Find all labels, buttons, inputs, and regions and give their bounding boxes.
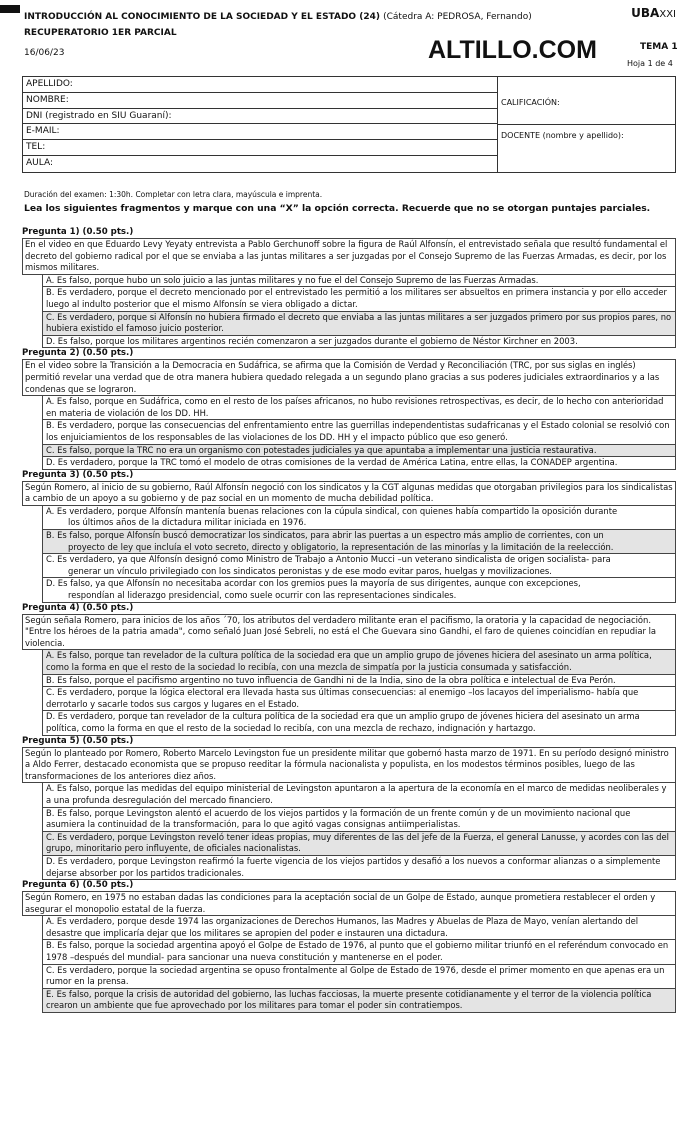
docente-label: DOCENTE (nombre y apellido): (501, 131, 624, 140)
field-email[interactable]: E-MAIL: (23, 124, 497, 140)
option-text: B. Es verdadero, porque las consecuencias del enfrentamiento entre las guerrillas independentistas sudafricanas y el Estado colonial se resolvió con los enjuiciamientos de los responsables de las violaciones de los DD. HH y el impacto público que eso generó. (46, 420, 670, 442)
course-title: INTRODUCCIÓN AL CONOCIMIENTO DE LA SOCIEDAD Y EL ESTADO (24) (Cátedra A: PEDROSA, Fernando) (24, 12, 532, 22)
field-nombre[interactable]: NOMBRE: (23, 93, 497, 109)
question-5 (22, 736, 676, 881)
question-stem: En el video en que Eduardo Levy Yeyaty entrevista a Pablo Gerchunoff sobre la figura de Raúl Alfonsín, el entrevistado señala que resultó fundamental el decreto del gobierno radical por el que se enviaba a las juntas militares a ser juzgadas por el Consejo Supremo de las Fuerzas Armadas, es decir, por los mismos militares. (22, 238, 676, 275)
answer-option[interactable] (42, 578, 676, 602)
option-text: D. Es verdadero, porque la TRC tomó el modelo de otras comisiones de la verdad de América Latina, entre ellas, la CONADEP argentina. (46, 457, 618, 468)
answer-option[interactable] (42, 420, 676, 444)
answer-option[interactable] (42, 396, 676, 420)
tema-label: TEMA 1 (640, 42, 678, 52)
answer-option[interactable] (42, 336, 676, 349)
option-text: A. Es verdadero, porque desde 1974 las organizaciones de Derechos Humanos, las Madres y Abuelas de Plaza de Mayo, venían alertando del desastre que implicaría dejar que los militares se apropien del poder e instauren una dictadura. (46, 916, 639, 938)
field-aula[interactable]: AULA: (26, 157, 53, 168)
answer-option[interactable] (42, 650, 676, 674)
option-text: A. Es falso, porque en Sudáfrica, como en el resto de los países africanos, no hubo revisiones retrospectivas, es decir, de lo hecho con anterioridad en materia de violación de los DD. HH. (46, 396, 664, 418)
option-text-continued: proyecto de ley que incluía el voto secreto, directo y obligatorio, la representación de las minorías y la limitación de la reelección. (68, 541, 614, 552)
question-title: Pregunta 4) (0.50 pts.) (22, 602, 134, 613)
student-fields (23, 77, 498, 172)
option-text: E. Es falso, porque la crisis de autoridad del gobierno, las luchas facciosas, la muerte presente cotidianamente y el terror de la violencia política crearon un ambiente que fue aprovechado por los militares para tomar el poder sin contratiempos. (46, 988, 652, 1011)
answer-option[interactable] (42, 940, 676, 964)
option-text: B. Es falso, porque Levingston alentó el acuerdo de los viejos partidos y la formación de un frente común y de un movimiento nacional que asumiera la continuidad de la transformación, para lo que agitó vagas consignas antiimperialistas. (46, 807, 631, 830)
field-apellido[interactable]: APELLIDO: (23, 77, 497, 93)
answer-option[interactable] (42, 287, 676, 311)
exam-date: 16/06/23 (24, 48, 65, 58)
option-text: B. Es falso, porque la sociedad argentina apoyó el Golpe de Estado de 1976, al punto que el gobierno militar triunfó en el referéndum convocado en 1978 –después del mundial- para sancionar una nueva constitución y mantenerse en el poder. (46, 940, 669, 963)
black-bar-mark (0, 5, 20, 13)
answer-option[interactable] (42, 445, 676, 458)
option-text: A. Es falso, porque tan revelador de la cultura política de la sociedad era que un amplio grupo de jóvenes hiciera del asesinato un arma política, como la forma en que el resto de la sociedad lo recibía, con una mezcla de simpatía por la justicia consumada y satisfacción. (46, 650, 652, 672)
field-tel[interactable]: TEL: (23, 140, 497, 156)
question-title: Pregunta 1) (0.50 pts.) (22, 227, 134, 237)
calificacion-label: CALIFICACIÓN: (501, 98, 560, 107)
question-6 (22, 880, 676, 1013)
option-text: C. Es falso, porque la TRC no era un organismo con potestades judiciales ya que apuntaba a implementar una justicia restaurativa. (46, 444, 597, 455)
option-text: A. Es verdadero, porque Alfonsín mantenía buenas relaciones con la cúpula sindical, con quienes había compartido la oposición durante (46, 505, 618, 516)
option-text: D. Es falso, ya que Alfonsín no necesitaba acordar con los gremios pues la mayoría de sus dirigentes, aunque con excepciones, (46, 578, 581, 589)
question-stem: Según lo planteado por Romero, Roberto Marcelo Levingston fue un presidente militar que gobernó hasta marzo de 1971. En su período designó ministro a Aldo Ferrer, destacado economista que se propuso reeditar la fórmula nacionalista y populista, en los modestos términos posibles, luego de las transformaciones de los anteriores diez años. (22, 747, 676, 784)
answer-option[interactable] (42, 687, 676, 711)
answer-option[interactable] (42, 783, 676, 807)
option-text: B. Es verdadero, porque el decreto mencionado por el entrevistado les permitió a los militares ser absueltos en primera instancia y por ello acceder luego al indulto posterior que el mismo Alfonsín se viera obligado a dictar. (46, 287, 667, 309)
option-text-continued: los últimos años de la dictadura militar iniciada en 1976. (68, 517, 307, 528)
answer-option[interactable] (42, 965, 676, 989)
instructions: Lea los siguientes fragmentos y marque con una “X” la opción correcta. Recuerde que no se otorgan puntajes parciales. (24, 203, 651, 214)
question-stem: Según señala Romero, para inicios de los años ´70, los atributos del verdadero militante eran el pacifismo, la oratoria y la capacidad de negociación. "Entre los héroes de la patria amada", como señaló Juan José Sebreli, no está el Che Guevara sino Gandhi, el faro de quienes coincidían en repudiar la violencia. (22, 614, 676, 651)
question-stem: Según Romero, al inicio de su gobierno, Raúl Alfonsín negoció con los sindicatos y la CGT algunas medidas que otorgaban privilegios para los sindicalistas a cambio de un apoyo a su gobierno y de paz social en un momento de mucha debilidad política. (22, 481, 676, 506)
duration-note: Duración del examen: 1:30h. Completar con letra clara, mayúscula e imprenta. (24, 190, 323, 199)
option-text-continued: generar un vínculo privilegiado con los sindicatos peronistas y de ese modo evitar paros, huelgas y movilizaciones. (68, 565, 552, 576)
answer-option[interactable] (42, 916, 676, 940)
option-text: B. Es falso, porque el pacifismo argentino no tuvo influencia de Gandhi ni de la India, sino de la obra política e intelectual de Eva Perón. (46, 674, 616, 685)
question-title: Pregunta 5) (0.50 pts.) (22, 735, 134, 746)
option-text-continued: respondían al liderazgo presidencial, como suele ocurrir con las representaciones sindicales. (68, 590, 457, 601)
option-text: B. Es falso, porque Alfonsín buscó democratizar los sindicatos, para abrir las puertas a un espectro más amplio de corrientes, con un (46, 530, 604, 541)
option-text: A. Es falso, porque hubo un solo juicio a las juntas militares y no fue el del Consejo Supremo de las Fuerzas Armadas. (46, 274, 539, 285)
answer-option[interactable] (42, 808, 676, 832)
student-info-box (22, 76, 676, 173)
option-text: C. Es verdadero, porque si Alfonsín no hubiera firmado el decreto que enviaba a las juntas militares a ser juzgados primero por sus propios pares, no hubiera existido el famoso juicio posterior. (46, 311, 672, 334)
question-stem: En el video sobre la Transición a la Democracia en Sudáfrica, se afirma que la Comisión de Verdad y Reconciliación (TRC, por sus siglas en inglés) permitió revelar una verdad que de otra manera hubiera quedado relegada a un segundo plano gracias a sus poderes judiciales extraordinarios y a las condenas que se lograron. (22, 359, 676, 396)
question-1 (22, 227, 676, 348)
question-2 (22, 348, 676, 469)
option-text: C. Es verdadero, ya que Alfonsín designó como Ministro de Trabajo a Antonio Mucci –un veterano sindicalista de origen socialista- para (46, 554, 611, 565)
answer-option[interactable] (42, 275, 676, 288)
answer-option[interactable] (42, 711, 676, 735)
question-title: Pregunta 2) (0.50 pts.) (22, 348, 134, 359)
answer-option[interactable] (42, 530, 676, 554)
option-text: D. Es falso, porque los militares argentinos recién comenzaron a ser juzgados durante el gobierno de Néstor Kirchner en 2003. (46, 335, 578, 346)
question-4 (22, 603, 676, 736)
option-text: C. Es verdadero, porque la sociedad argentina se opuso frontalmente al Golpe de Estado de 1976, desde el primer momento en que apenas era un rumor en la prensa. (46, 964, 665, 987)
site-watermark: ALTILLO.COM (428, 36, 597, 64)
answer-option[interactable] (42, 506, 676, 530)
question-title: Pregunta 3) (0.50 pts.) (22, 469, 134, 480)
option-text: D. Es verdadero, porque tan revelador de la cultura política de la sociedad era que un amplio grupo de jóvenes hiciera del asesinato un arma política, como la forma en que el resto de la sociedad lo recibía, con una mezcla de rechazo, indignación y hartazgo. (46, 711, 640, 733)
question-3 (22, 470, 676, 603)
page-indicator: Hoja 1 de 4 (627, 59, 673, 68)
uba-logo: UBAXXI (631, 6, 676, 20)
answer-option[interactable] (42, 856, 676, 880)
field-dni[interactable]: DNI (registrado en SIU Guaraní): (23, 109, 497, 125)
answer-option[interactable] (42, 989, 676, 1013)
answer-option[interactable] (42, 457, 676, 470)
answer-option[interactable] (42, 832, 676, 856)
exam-header (0, 0, 700, 68)
divider (497, 124, 675, 125)
questions-list (22, 227, 676, 1013)
answer-option[interactable] (42, 554, 676, 578)
option-text: C. Es verdadero, porque la lógica electoral era llevada hasta sus últimas consecuencias: al enemigo –los lacayos del imperialismo- había que derrotarlo y sacarle todos sus cargos y lugares en el Estado. (46, 687, 639, 709)
question-title: Pregunta 6) (0.50 pts.) (22, 880, 134, 891)
answer-option[interactable] (42, 312, 676, 336)
grading-fields (497, 77, 675, 172)
exam-type: RECUPERATORIO 1ER PARCIAL (24, 28, 177, 38)
question-stem: Según Romero, en 1975 no estaban dadas las condiciones para la aceptación social de un Golpe de Estado, aunque prometiera restablecer el orden y asegurar el monopolio estatal de la fuerza. (22, 891, 676, 916)
answer-option[interactable] (42, 675, 676, 688)
option-text: C. Es verdadero, porque Levingston reveló tener ideas propias, muy diferentes de las del jefe de la Fuerza, el general Lanusse, y acordes con las del grupo, minoritario pero influyente, de oficiales nacionalistas. (46, 831, 669, 854)
option-text: D. Es verdadero, porque Levingston reafirmó la fuerte vigencia de los viejos partidos y desafió a los nuevos a conformar alianzas o a simplemente dejarse absorber por los partidos tradicionales. (46, 855, 661, 878)
option-text: A. Es falso, porque las medidas del equipo ministerial de Levingston apuntaron a la apertura de la economía en el marco de medidas neoliberales y a una profunda desregulación del mercado financiero. (46, 783, 667, 805)
